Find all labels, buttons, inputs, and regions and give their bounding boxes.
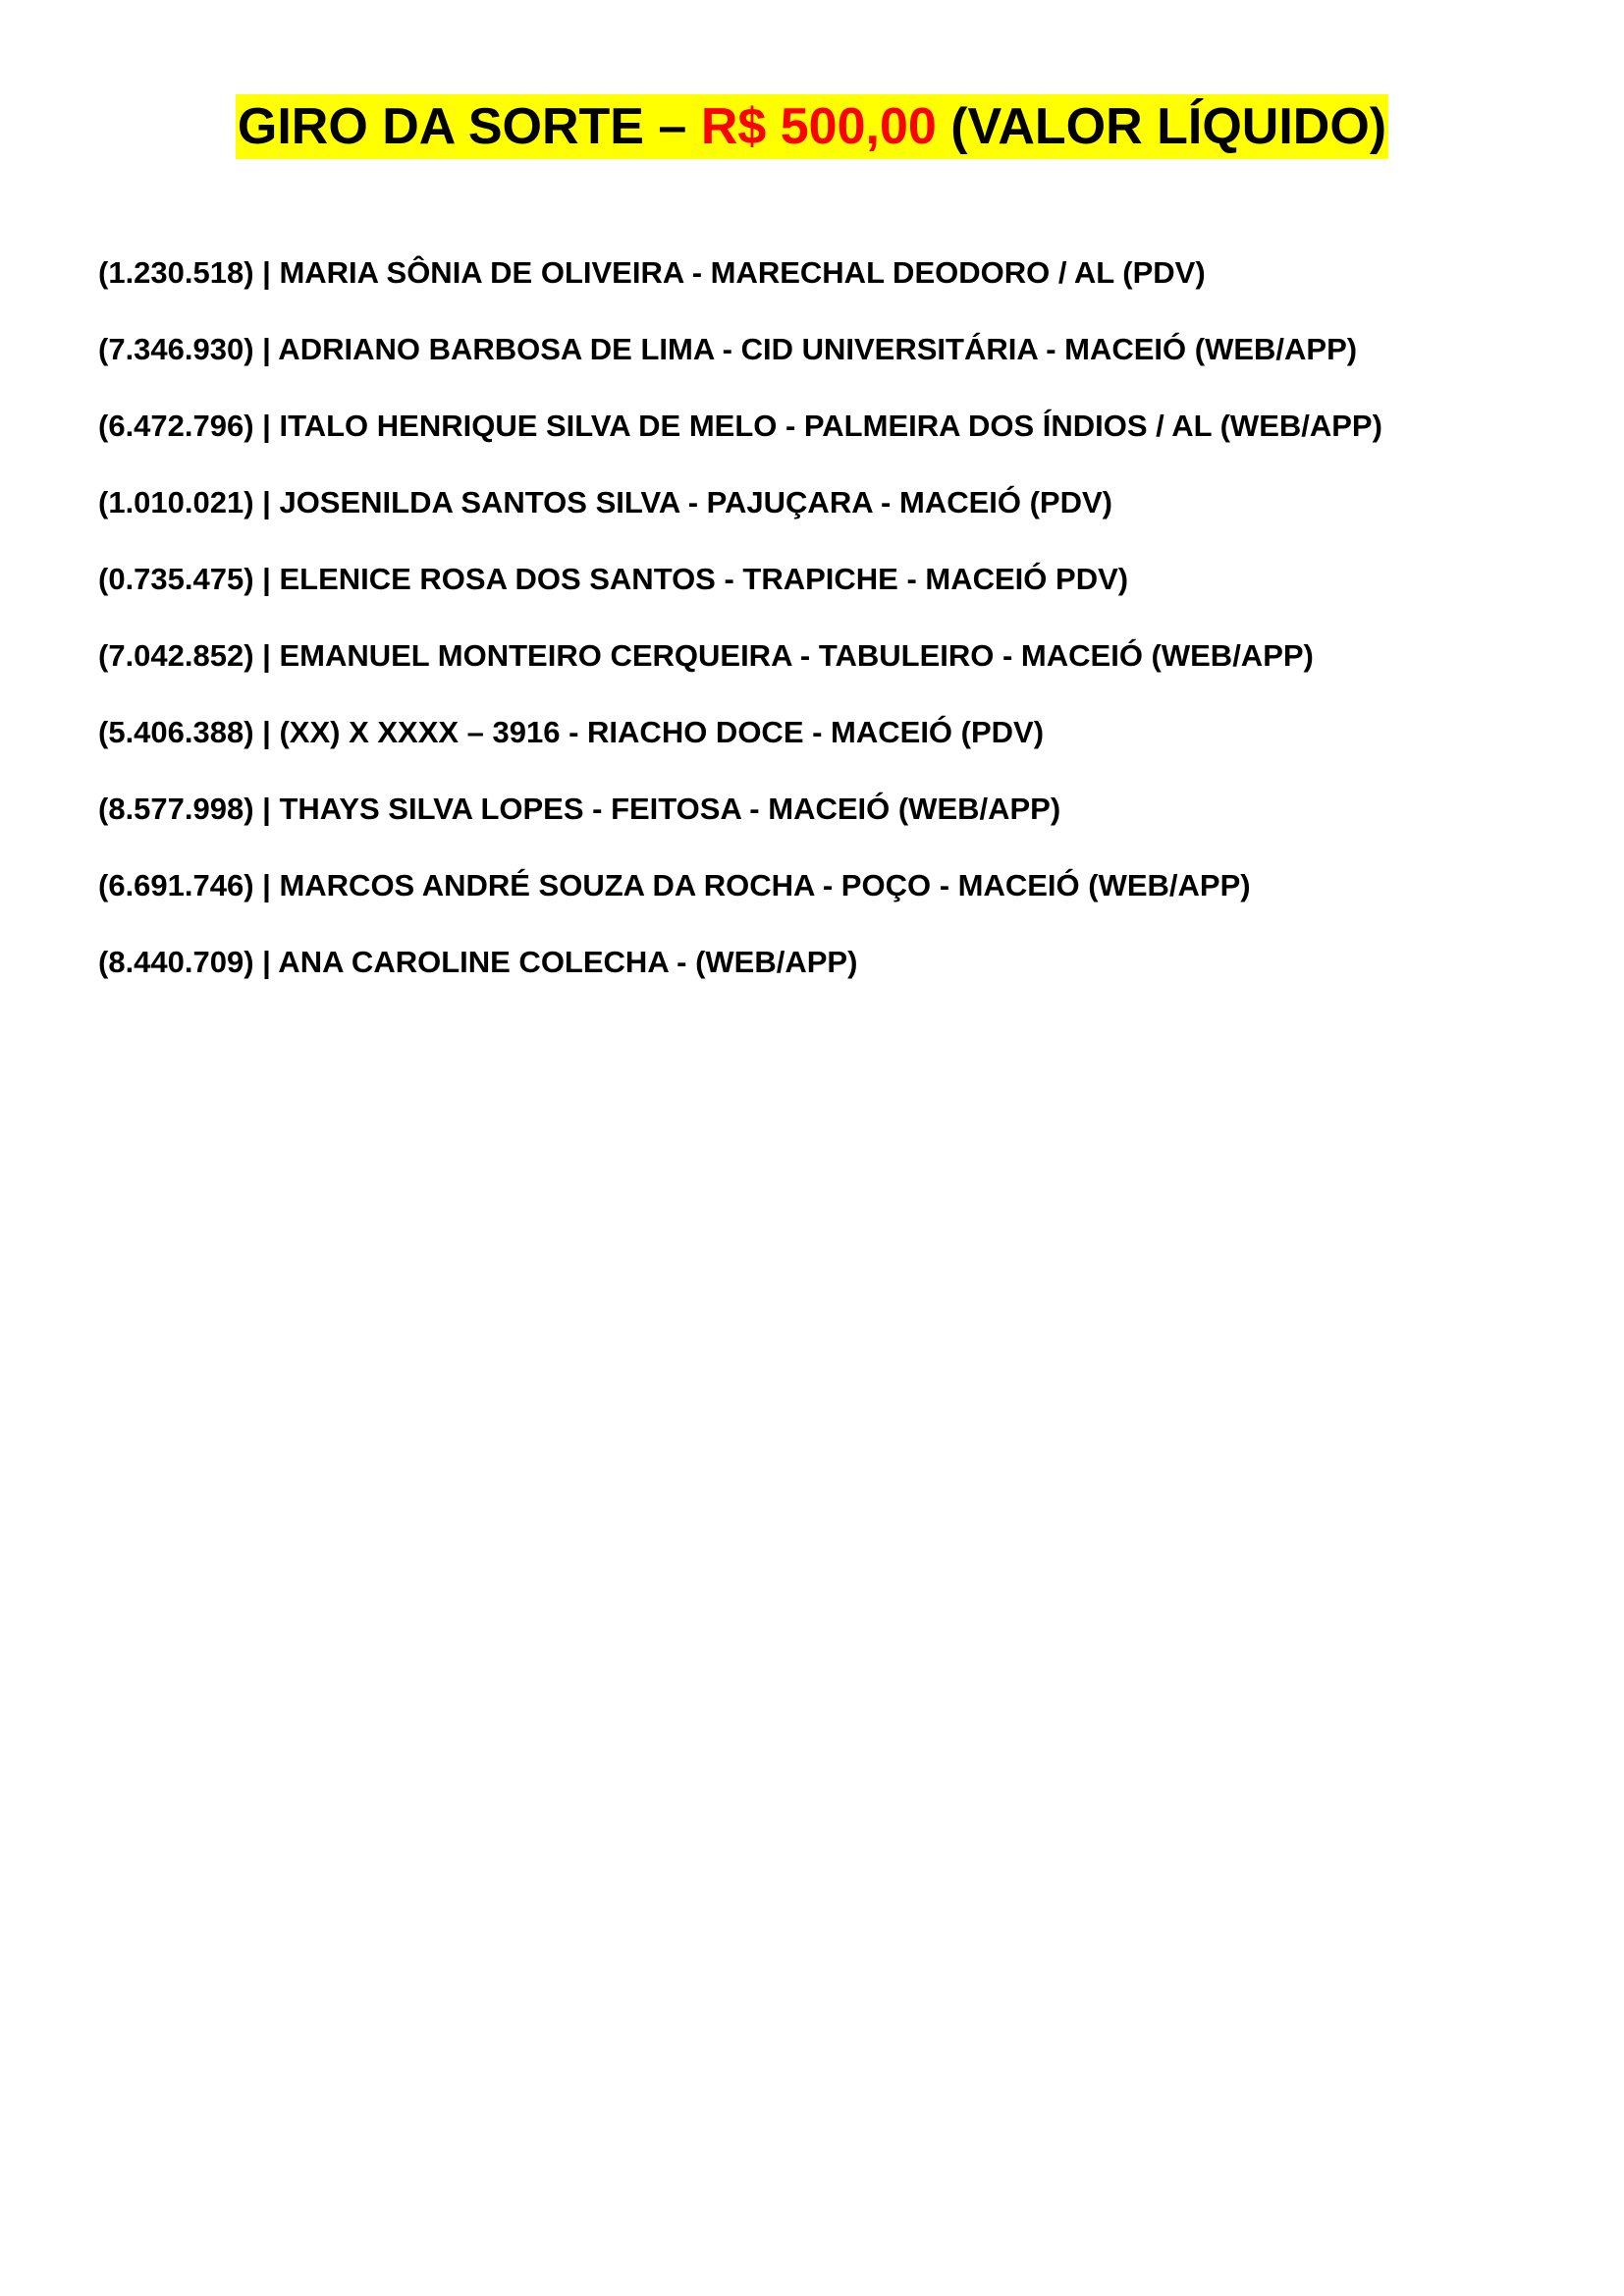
title-suffix: (VALOR LÍQUIDO): [936, 98, 1387, 155]
winner-item: (8.577.998) | THAYS SILVA LOPES - FEITOSA - MACEIÓ (WEB/APP): [98, 792, 1061, 826]
winner-item: (1.010.021) | JOSENILDA SANTOS SILVA - PAJUÇARA - MACEIÓ (PDV): [98, 485, 1112, 519]
winner-item: (0.735.475) | ELENICE ROSA DOS SANTOS - TRAPICHE - MACEIÓ PDV): [98, 562, 1129, 596]
title-prize-amount: R$ 500,00: [700, 98, 937, 155]
winner-item: (5.406.388) | (XX) X XXXX – 3916 - RIACHO DOCE - MACEIÓ (PDV): [98, 715, 1045, 749]
title-wrapper: [0, 94, 1624, 159]
winner-item: (6.691.746) | MARCOS ANDRÉ SOUZA DA ROCHA - POÇO - MACEIÓ (WEB/APP): [98, 868, 1251, 902]
winner-item: (8.440.709) | ANA CAROLINE COLECHA - (WEB/APP): [98, 945, 858, 979]
page-title: [236, 94, 1388, 159]
winners-list: [98, 253, 1382, 1019]
title-prefix: GIRO DA SORTE –: [237, 98, 701, 155]
winner-item: (6.472.796) | ITALO HENRIQUE SILVA DE MELO - PALMEIRA DOS ÍNDIOS / AL (WEB/APP): [98, 409, 1382, 443]
winner-item: (1.230.518) | MARIA SÔNIA DE OLIVEIRA - MARECHAL DEODORO / AL (PDV): [98, 255, 1206, 290]
winner-item: (7.346.930) | ADRIANO BARBOSA DE LIMA - CID UNIVERSITÁRIA - MACEIÓ (WEB/APP): [98, 332, 1358, 366]
winner-item: (7.042.852) | EMANUEL MONTEIRO CERQUEIRA - TABULEIRO - MACEIÓ (WEB/APP): [98, 638, 1314, 673]
